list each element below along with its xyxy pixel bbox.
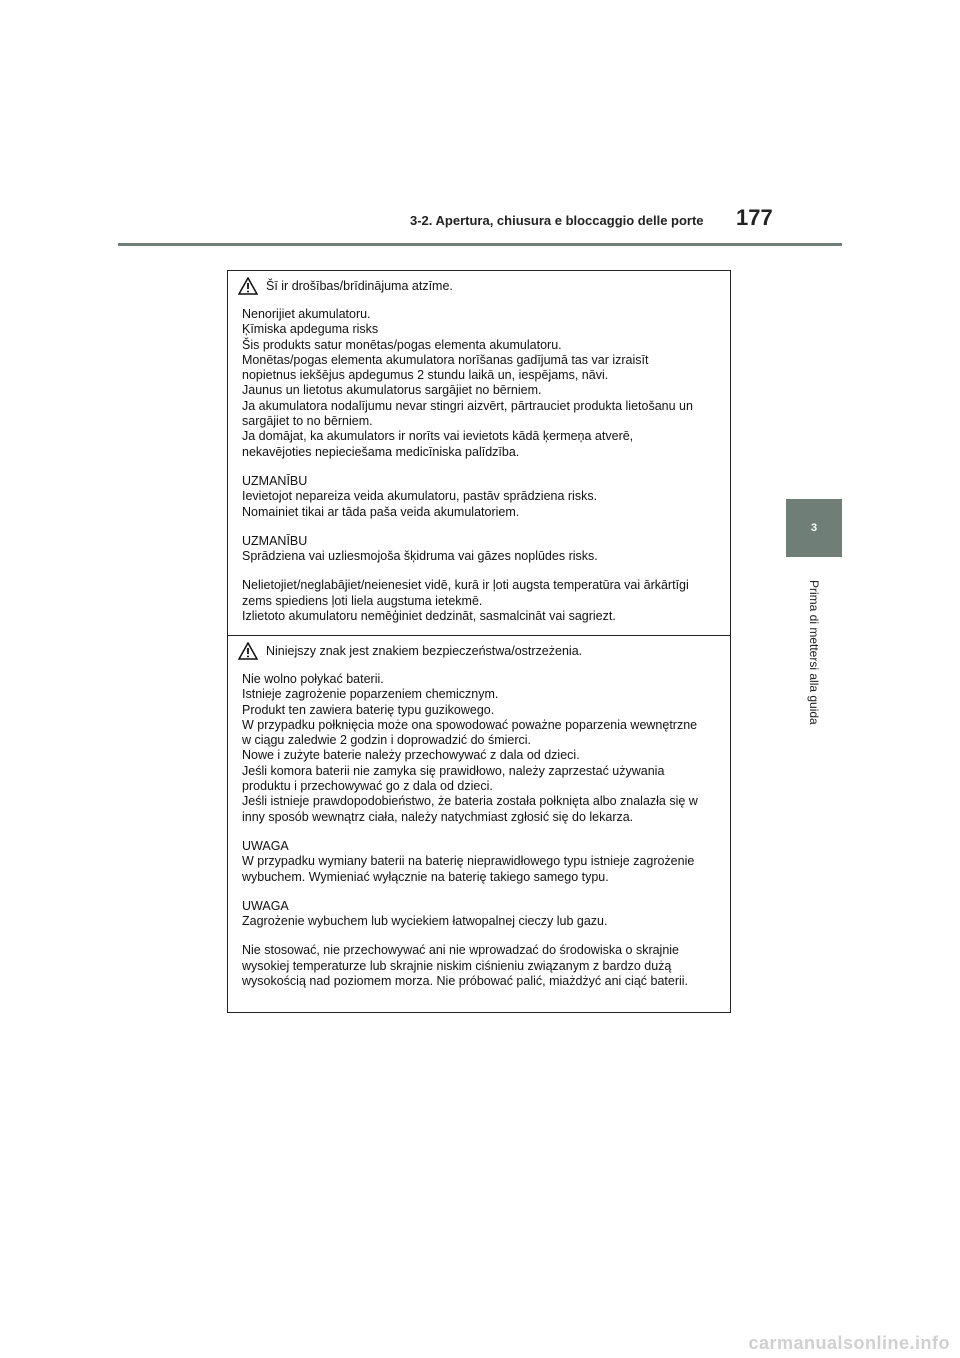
text-line: Ievietojot nepareiza veida akumulatoru, pastāv sprādziena risks.: [242, 489, 598, 504]
text-line: Jeśli komora baterii nie zamyka się prawidłowo, należy zaprzestać używania: [242, 763, 665, 778]
notice-paragraph: [242, 578, 726, 624]
notice-body: [242, 307, 730, 624]
text-line: Ja akumulatora nodalījumu nevar stingri aizvērt, pārtrauciet produkta lietošanu un: [242, 398, 693, 413]
text-line: UZMANĪBU: [242, 533, 308, 548]
text-line: produktu i przechowywać go z dala od dzieci.: [242, 779, 493, 794]
text-line: wysokiej temperaturze lub skrajnie niskim ciśnieniu związanym z bardzo dużą: [242, 958, 672, 973]
text-line: nopietnus iekšējus apdegumus 2 stundu laikā un, iespējams, nāvi.: [242, 368, 609, 383]
text-line: W przypadku połknięcia może ona spowodować poważne poparzenia wewnętrzne: [242, 717, 698, 732]
text-line: Ja domājat, ka akumulators ir norīts vai ievietots kādā ķermeņa atverē,: [242, 429, 634, 444]
text-line: W przypadku wymiany baterii na baterię nieprawidłowego typu istnieje zagrożenie: [242, 854, 695, 869]
text-line: UZMANĪBU: [242, 473, 308, 488]
text-line: nekavējoties nepieciešama medicīniska palīdzība.: [242, 444, 520, 459]
notice-paragraph: [242, 474, 726, 520]
text-line: Nomainiet tikai ar tāda paša veida akumulatoriem.: [242, 504, 520, 519]
page-number: 177: [736, 205, 773, 230]
notice-title-row: [238, 642, 730, 660]
safety-notice-polish: [227, 635, 731, 1013]
text-line: wybuchem. Wymieniać wyłącznie na baterię takiego samego typu.: [242, 869, 609, 884]
text-line: Jaunus un lietotus akumulatorus sargājiet no bērniem.: [242, 383, 542, 398]
notice-body: [242, 672, 730, 989]
notice-title: Niniejszy znak jest znakiem bezpieczeństwa/ostrzeżenia.: [266, 643, 583, 658]
text-line: inny sposób wewnątrz ciała, należy natychmiast zgłosić się do lekarza.: [242, 809, 634, 824]
text-line: Šis produkts satur monētas/pogas elementa akumulatoru.: [242, 337, 562, 352]
notice-paragraph: [242, 307, 726, 460]
notice-paragraph: [242, 534, 726, 565]
header-divider: [118, 243, 842, 246]
notice-title-row: [238, 277, 730, 295]
chapter-tab: [786, 499, 842, 557]
chapter-number: 3: [810, 522, 818, 534]
warning-triangle-icon: [238, 277, 258, 295]
text-line: Nie wolno połykać baterii.: [242, 672, 384, 686]
text-line: Monētas/pogas elementa akumulatora norīšanas gadījumā tas var izraisīt: [242, 352, 649, 367]
notice-paragraph: [242, 672, 726, 825]
text-line: w ciągu zaledwie 2 godzin i doprowadzić do śmierci.: [242, 733, 532, 748]
text-line: sargājiet to no bērniem.: [242, 414, 373, 429]
text-line: UWAGA: [242, 838, 289, 853]
text-line: Ķīmiska apdeguma risks: [242, 322, 379, 337]
text-line: Istnieje zagrożenie poparzeniem chemicznym.: [242, 687, 499, 702]
safety-notice-latvian: [227, 270, 731, 636]
warning-triangle-icon: [238, 642, 258, 660]
text-line: wysokością nad poziomem morza. Nie próbować palić, miażdżyć ani ciąć baterii.: [242, 974, 689, 989]
text-line: Zagrożenie wybuchem lub wyciekiem łatwopalnej cieczy lub gazu.: [242, 914, 608, 929]
notice-paragraph: [242, 839, 726, 885]
text-line: Nowe i zużyte baterie należy przechowywać z dala od dzieci.: [242, 748, 580, 763]
text-line: UWAGA: [242, 898, 289, 913]
text-line: Nie stosować, nie przechowywać ani nie wprowadzać do środowiska o skrajnie: [242, 943, 680, 958]
text-line: Produkt ten zawiera baterię typu guzikowego.: [242, 702, 495, 717]
text-line: Izlietoto akumulatoru nemēģiniet dedzināt, sasmalcināt vai sagriezt.: [242, 609, 616, 624]
text-line: Nelietojiet/neglabājiet/neienesiet vidē, kurā ir ļoti augsta temperatūra vai ārkārtīgi: [242, 578, 689, 593]
text-line: Sprādziena vai uzliesmojoša šķidruma vai gāzes noplūdes risks.: [242, 549, 598, 564]
chapter-side-title: Prima di mettersi alla guida: [807, 579, 821, 725]
section-title: 3-2. Apertura, chiusura e bloccaggio delle porte: [410, 213, 704, 228]
notice-paragraph: [242, 899, 726, 930]
notice-paragraph: [242, 943, 726, 989]
text-line: zems spiediens ļoti liela augstuma ietekmē.: [242, 593, 483, 608]
text-line: Nenorijiet akumulatoru.: [242, 307, 371, 321]
watermark: carmanualsonline.info: [748, 1333, 950, 1353]
text-line: Jeśli istnieje prawdopodobieństwo, że bateria została połknięta albo znalazła się w: [242, 794, 698, 809]
notice-title: Šī ir drošības/brīdinājuma atzīme.: [266, 278, 453, 293]
